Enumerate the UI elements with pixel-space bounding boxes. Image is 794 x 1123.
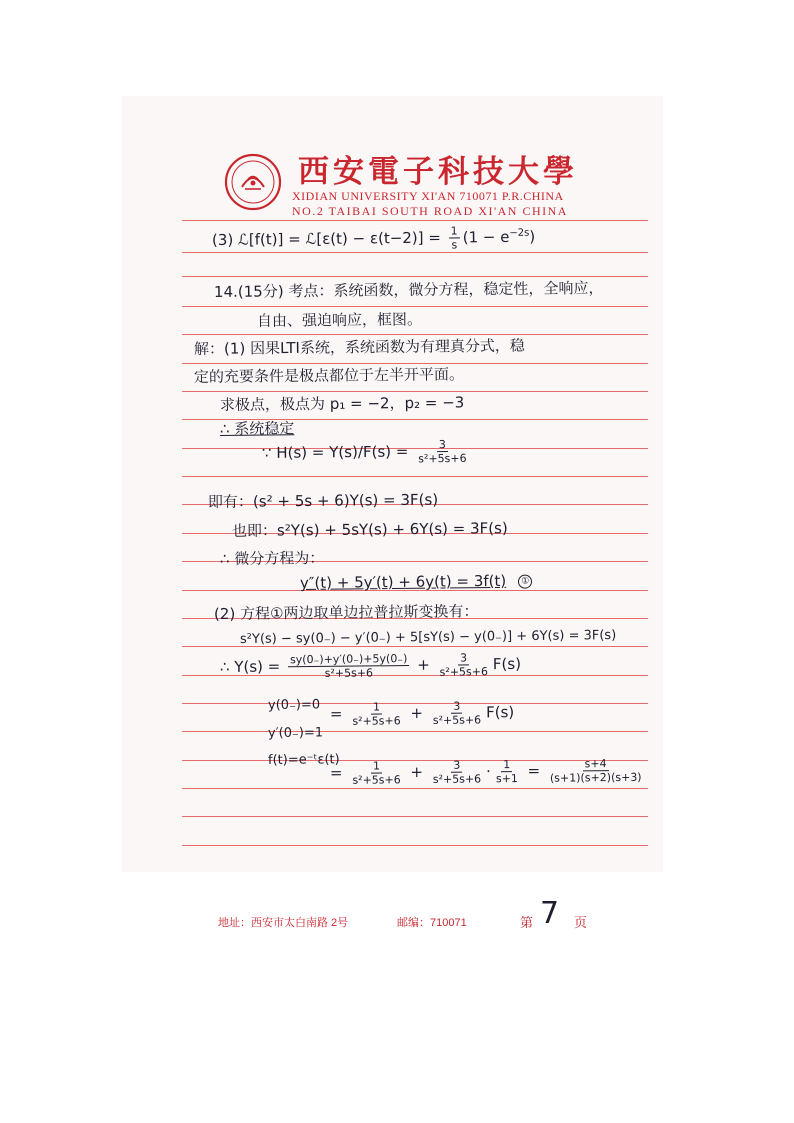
y-of-s-line: [220, 651, 521, 681]
diff-eq-text: y″(t) + 5y′(t) + 6y(t) = 3f(t): [299, 571, 507, 592]
fraction: [288, 652, 410, 680]
initial-cond-2: y′(0₋)=1: [267, 725, 324, 741]
fraction-numerator: sy(0₋)+y′(0₋)+5y(0₋): [288, 652, 409, 667]
close-paren: ): [529, 227, 536, 246]
q14-topics-cont: 自由、强迫响应，框图。: [256, 310, 423, 330]
plus: +: [405, 703, 428, 723]
fraction-numerator: s+4: [583, 757, 609, 771]
dot: ·: [485, 762, 491, 781]
plus: +: [412, 655, 435, 674]
y-of-s-step2: [330, 699, 515, 728]
exp-paren: (1 − e: [462, 227, 510, 247]
footer-address: 地址：西安市太白南路 2号: [218, 917, 349, 929]
diff-eq-label: ∴ 微分方程为：: [219, 548, 325, 568]
equation-marker: ①: [518, 574, 532, 588]
university-seal: [224, 153, 282, 211]
fraction-denominator: s²+5s+6: [432, 772, 482, 786]
fraction-numerator: 3: [451, 700, 462, 714]
y-of-s-final: [330, 757, 647, 787]
fraction: [431, 699, 484, 727]
rule-line: [182, 845, 648, 846]
university-name-cn: 西安電子科技大學: [298, 154, 578, 190]
equals: =: [329, 704, 348, 723]
fraction-denominator: (s+1)(s+2)(s+3): [549, 770, 642, 785]
part2-line: (2) 方程①两边取单边拉普拉斯变换有：: [213, 602, 479, 623]
fraction-denominator: s²+5s+6: [418, 451, 467, 466]
input-signal: f(t)=e⁻ᵗε(t): [267, 752, 340, 768]
rule-line: [182, 788, 648, 789]
rule-line: [182, 306, 648, 307]
initial-cond-1: y(0₋)=0: [267, 697, 321, 713]
fraction: [548, 757, 644, 785]
equation-line-2: 也即：s²Y(s) + 5sY(s) + 6Y(s) = 3F(s): [231, 519, 508, 540]
diff-eq: [300, 572, 532, 592]
rule-line: [182, 220, 648, 221]
transfer-lhs: ∵ H(s) = Y(s)/F(s) =: [261, 442, 414, 462]
university-address: NO.2 TAIBAI SOUTH ROAD XI'AN CHINA: [292, 204, 568, 218]
equation-line-1: 即有：(s² + 5s + 6)Y(s) = 3F(s): [207, 490, 439, 511]
fraction-numerator: 3: [451, 759, 462, 773]
fraction: [449, 224, 460, 251]
exp-term: −2s: [509, 227, 530, 239]
q14-header: 14.(15分) 考点：系统函数，微分方程，稳定性，全响应，: [213, 278, 604, 301]
poles-line: 求极点，极点为 p₁ = −2，p₂ = −3: [219, 393, 465, 414]
plus: +: [405, 762, 428, 782]
equals: =: [329, 763, 348, 782]
y-of-s-lhs: ∴ Y(s) =: [219, 657, 286, 676]
university-name-en: XIDIAN UNIVERSITY XI'AN 710071 P.R.CHINA: [292, 189, 564, 203]
fraction-denominator: s²+5s+6: [439, 665, 489, 679]
fraction-denominator: s+1: [495, 772, 518, 786]
f-of-s: F(s): [485, 703, 515, 722]
footer-postcode: 邮编：710071: [397, 917, 467, 929]
fraction-denominator: s: [451, 238, 458, 252]
fraction-denominator: s²+5s+6: [352, 714, 401, 728]
fraction-numerator: 1: [371, 759, 382, 773]
fraction: [416, 438, 469, 466]
fraction: [494, 758, 520, 785]
fraction-numerator: 1: [501, 758, 512, 772]
f-of-s: F(s): [492, 654, 522, 674]
fraction-numerator: 3: [458, 651, 469, 665]
fraction: [437, 651, 490, 679]
fraction-numerator: 1: [371, 700, 382, 714]
answer-line-3: [212, 224, 536, 254]
fraction-denominator: s²+5s+6: [432, 713, 482, 727]
page-label-pre: 第: [520, 915, 534, 930]
fraction: [431, 758, 484, 786]
equals: =: [522, 761, 545, 780]
fraction-numerator: 1: [449, 224, 460, 238]
fraction-denominator: s²+5s+6: [352, 773, 401, 787]
laplace-expression: (3) ℒ[f(t)] = ℒ[ε(t) − ε(t−2)] =: [211, 228, 446, 249]
laplace-transformed: s²Y(s) − sy(0₋) − y′(0₋) + 5[sY(s) − y(0₋)] + 6Y(s) = 3F(s): [239, 628, 617, 647]
fraction-numerator: 3: [437, 438, 448, 452]
solution-line-1: 解：(1) 因果LTI系统，系统函数为有理真分式，稳: [193, 336, 525, 358]
fraction: [350, 700, 403, 728]
page-number: 7: [540, 896, 560, 931]
stable-conclusion: ∴ 系统稳定: [219, 419, 295, 438]
solution-line-2: 定的充要条件是极点都位于左半开平面。: [193, 365, 465, 386]
rule-line: [182, 816, 648, 817]
rule-line: [182, 476, 648, 477]
letter-sheet: [122, 96, 663, 931]
rule-line: [182, 731, 648, 732]
transfer-function: [262, 438, 472, 467]
fraction: [350, 759, 403, 787]
page-label-post: 页: [574, 915, 588, 930]
fraction-denominator: s²+5s+6: [324, 666, 374, 680]
